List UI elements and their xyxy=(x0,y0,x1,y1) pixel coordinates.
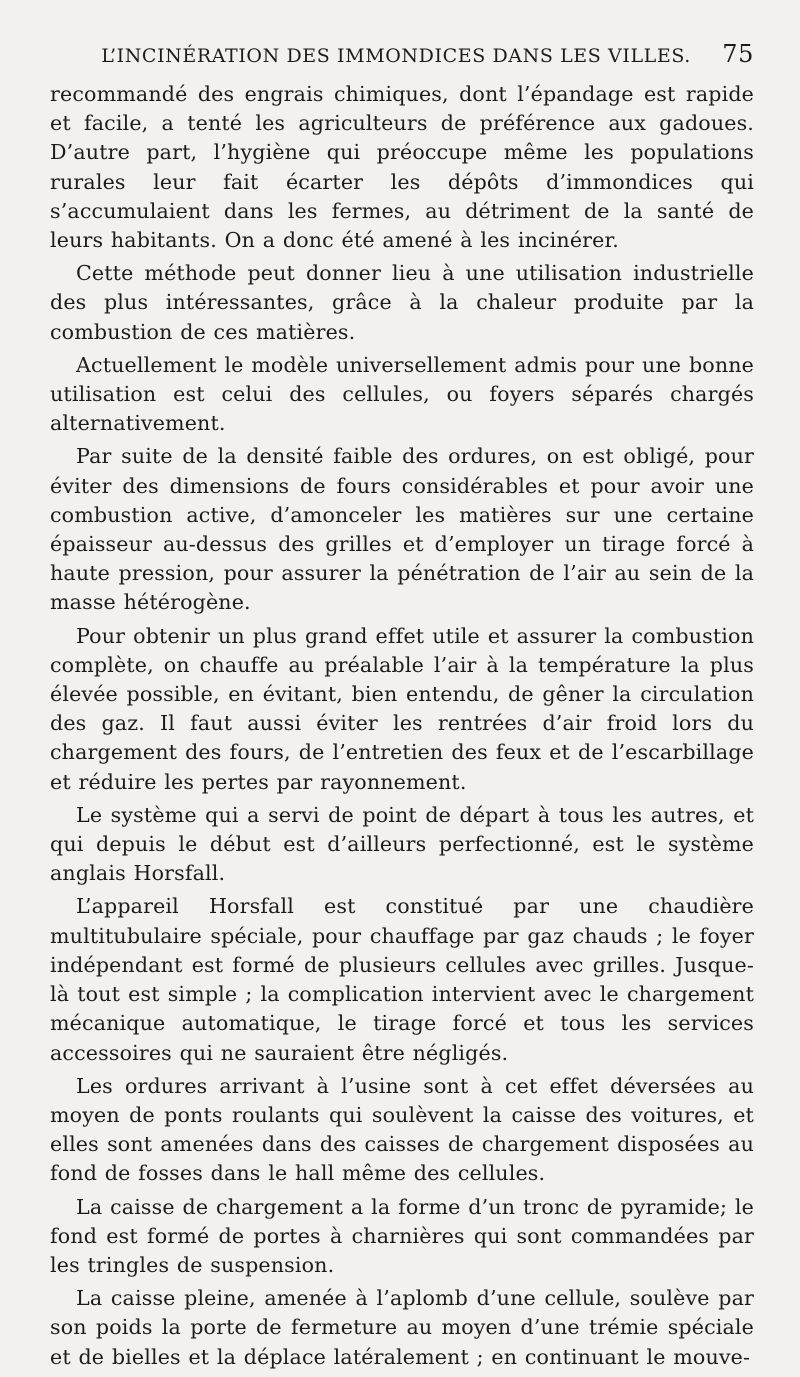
paragraph-5: Pour obtenir un plus grand effet utile et assurer la combustion complète, on chauffe au préalable l’air à la température la plus élevée possible, en évitant, bien entendu, de gêner la circulation des gaz. Il faut aussi éviter les rentrées d’air froid lors du chargement des fours, de l’entretien des feux et de l’escarbillage et réduire les pertes par rayonnement. xyxy=(50,623,754,794)
paragraph-4: Par suite de la densité faible des ordures, on est obligé, pour éviter des dimensions de fours considérables et pour avoir une combustion active, d’amonceler les matières sur une certaine épaisseur au-dessus des grilles et d’employer un tirage forcé à haute pression, pour assurer la pénétration de l’air au sein de la masse hétérogène. xyxy=(50,444,754,615)
paragraph-3: Actuellement le modèle universellement admis pour une bonne utilisation est celui des cellules, ou foyers séparés chargés alternativement. xyxy=(50,352,754,436)
paragraph-2: Cette méthode peut donner lieu à une utilisation industrielle des plus intéressantes, grâce à la chaleur produite par la combustion de ces matières. xyxy=(50,261,754,344)
running-head xyxy=(50,40,754,80)
paragraph-7: L’appareil Horsfall est constitué par une chaudière multitubulaire spéciale, pour chauffage par gaz chauds ; le foyer indépendant est formé de plusieurs cellules avec grilles. Jusque-là tout est simple ; la complication intervient avec le chargement mécanique automatique, le tirage forcé et tous les services accessoires qui ne sauraient être négligés. xyxy=(50,894,754,1065)
page-number: 75 xyxy=(722,40,754,68)
paragraph-9: La caisse de chargement a la forme d’un tronc de pyramide; le fond est formé de portes à charnières qui sont commandées par les tringles de suspension. xyxy=(50,1194,754,1277)
paragraph-1: recommandé des engrais chimiques, dont l’épandage est rapide et facile, a tenté les agriculteurs de préférence aux gadoues. D’autre part, l’hygiène qui préoccupe même les populations rurales leur fait écarter les dépôts d’immondices qui s’accumulaient dans les fermes, au détriment de la santé de leurs habitants. On a donc été amené à les incinérer. xyxy=(50,82,754,253)
paragraph-8: Les ordures arrivant à l’usine sont à cet effet déversées au moyen de ponts roulants qui soulèvent la caisse des voitures, et elles sont amenées dans des caisses de chargement disposées au fond de fosses dans le hall même des cellules. xyxy=(50,1073,754,1186)
body-text xyxy=(50,80,754,1372)
running-title: L’INCINÉRATION DES IMMONDICES DANS LES VILLES. xyxy=(101,45,691,67)
paragraph-10: La caisse pleine, amenée à l’aplomb d’une cellule, soulève par son poids la porte de fermeture au moyen d’une trémie spéciale et de bielles et la déplace latéralement ; en continuant le mouve- xyxy=(50,1286,754,1369)
paragraph-6: Le système qui a servi de point de départ à tous les autres, et qui depuis le début est d’ailleurs perfectionné, est le système anglais Horsfall. xyxy=(50,802,754,886)
